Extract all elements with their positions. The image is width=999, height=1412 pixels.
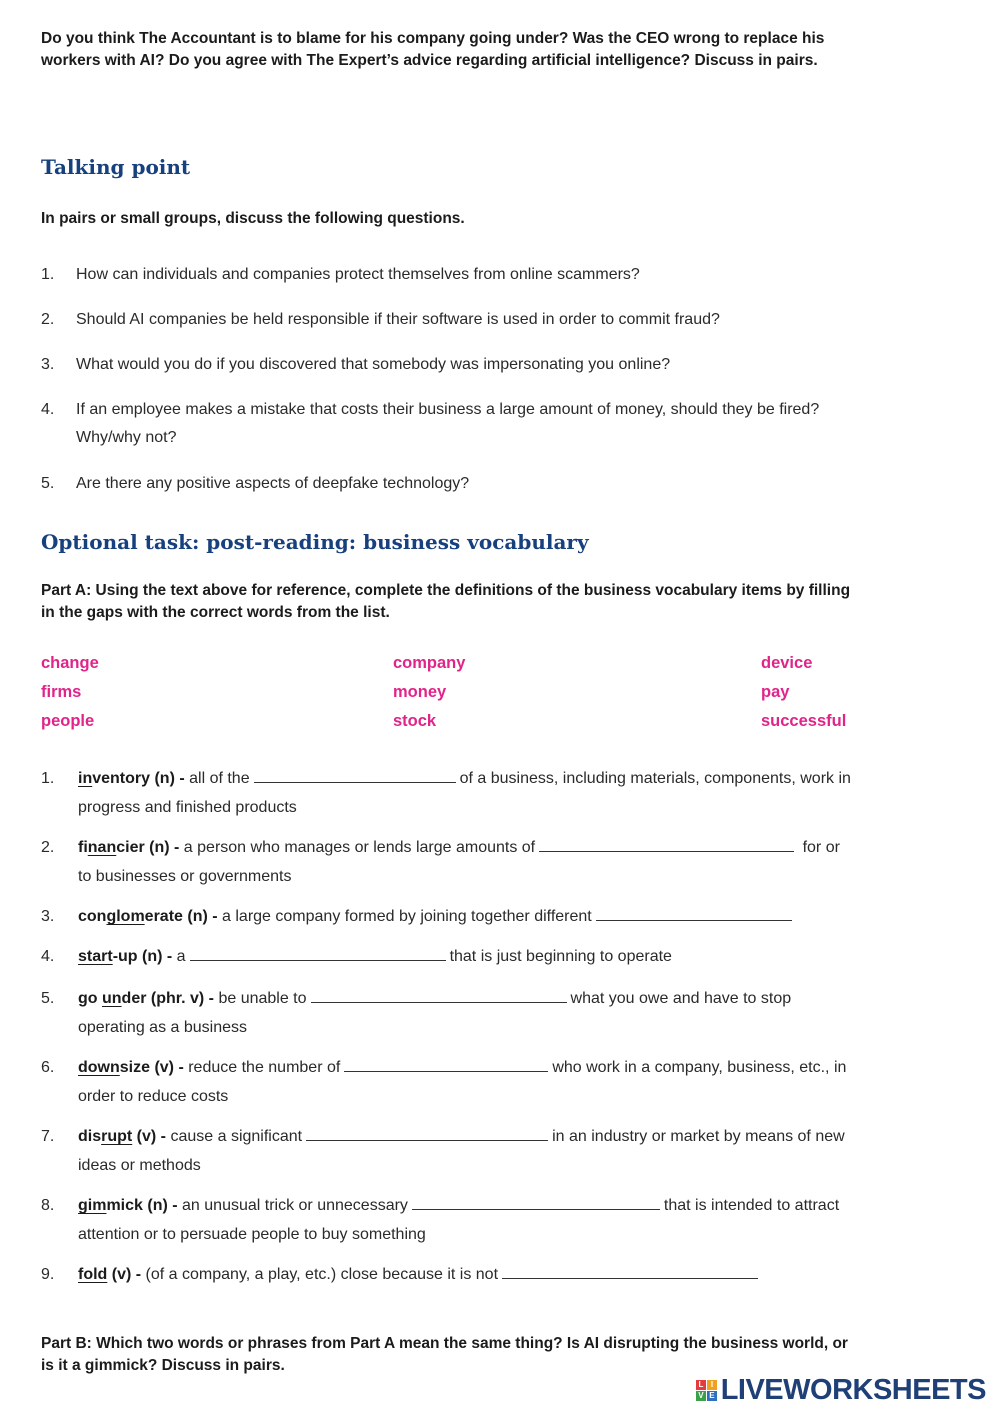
vocab-term: financier (n) - — [78, 839, 180, 856]
vocab-item — [41, 984, 853, 1042]
vocab-item — [41, 942, 853, 971]
part-a-instruction: Part A: Using the text above for reference, complete the definitions of the business vocabulary items by filling in the gaps with the correct words from the list. — [41, 582, 851, 621]
word-bank-item: successful — [761, 712, 847, 730]
question-number: 5. — [41, 475, 55, 492]
vocab-definition-end: of a business, including materials, components, work in progress and finished products — [78, 770, 851, 816]
vocab-term: disrupt (v) - — [78, 1128, 167, 1145]
vocab-item — [41, 902, 853, 931]
answer-blank[interactable] — [412, 1191, 660, 1210]
optional-task-heading: Optional task: post-reading: business vocabulary — [41, 530, 589, 554]
answer-blank[interactable] — [190, 942, 446, 961]
question-item — [41, 306, 856, 334]
vocab-number: 4. — [41, 948, 55, 965]
vocab-definition-end: that is just beginning to operate — [449, 948, 672, 965]
liveworksheets-logo — [696, 1374, 986, 1407]
vocab-number: 2. — [41, 839, 55, 856]
vocab-definition-start: reduce the number of — [183, 1059, 341, 1076]
question-text: Should AI companies be held responsible if their software is used in order to commit fraud? — [76, 311, 720, 328]
word-bank-item: pay — [761, 683, 790, 701]
vocab-definition-start: a large company formed by joining together different — [217, 908, 592, 925]
vocab-item — [41, 1122, 853, 1180]
vocab-term: fold (v) - — [78, 1266, 142, 1283]
vocab-number: 3. — [41, 908, 55, 925]
vocab-definition-end: who work in a company, business, etc., in order to reduce costs — [78, 1059, 847, 1105]
answer-blank[interactable] — [344, 1053, 548, 1072]
intro-paragraph: Do you think The Accountant is to blame for his company going under? Was the CEO wrong to replace his workers with AI? Do you agree with The Expert’s advice regarding artificial intelligence? Discuss in pairs. — [41, 30, 825, 69]
vocab-number: 8. — [41, 1197, 55, 1214]
answer-blank[interactable] — [596, 902, 792, 921]
question-text: How can individuals and companies protect themselves from online scammers? — [76, 266, 640, 283]
vocab-definition-start: (of a company, a play, etc.) close because it is not — [141, 1266, 499, 1283]
vocab-definition-end: that is intended to attract attention or to persuade people to buy something — [78, 1197, 840, 1243]
part-b-instruction: Part B: Which two words or phrases from Part A mean the same thing? Is AI disrupting the business world, or is it a gimmick? Discuss in pairs. — [41, 1335, 848, 1374]
vocab-item — [41, 1053, 853, 1111]
question-item — [41, 470, 856, 498]
vocab-term: downsize (v) - — [78, 1059, 184, 1076]
vocab-term: go under (phr. v) - — [78, 990, 214, 1007]
question-item — [41, 351, 856, 379]
vocab-definition-start: be unable to — [214, 990, 307, 1007]
answer-blank[interactable] — [254, 764, 456, 783]
vocab-definition-end: in an industry or market by means of new ideas or methods — [78, 1128, 845, 1174]
talking-point-heading: Talking point — [41, 155, 191, 179]
vocab-term: conglomerate (n) - — [78, 908, 218, 925]
vocab-definition-start: a person who manages or lends large amounts of — [179, 839, 536, 856]
logo-text: LIVEWORKSHEETS — [720, 1374, 986, 1406]
question-item — [41, 396, 856, 452]
question-text: Are there any positive aspects of deepfake technology? — [76, 475, 470, 492]
word-bank-item: stock — [393, 712, 437, 730]
vocab-definition-start: an unusual trick or unnecessary — [177, 1197, 408, 1214]
vocab-number: 9. — [41, 1266, 55, 1283]
word-bank-item: device — [761, 654, 813, 672]
question-item — [41, 261, 856, 289]
word-bank-item: firms — [41, 683, 82, 701]
question-number: 3. — [41, 356, 55, 373]
vocab-definition-start: a — [172, 948, 186, 965]
vocab-item — [41, 764, 853, 822]
word-bank-item: money — [393, 683, 447, 701]
vocab-definition-end: for or to businesses or governments — [78, 839, 840, 885]
vocab-item — [41, 1260, 853, 1289]
answer-blank[interactable] — [306, 1122, 548, 1141]
vocab-definition-end: what you owe and have to stop operating as a business — [78, 990, 792, 1036]
vocab-number: 5. — [41, 990, 55, 1007]
talking-point-instruction: In pairs or small groups, discuss the following questions. — [41, 210, 465, 227]
answer-blank[interactable] — [311, 984, 567, 1003]
vocab-term: start-up (n) - — [78, 948, 173, 965]
question-number: 2. — [41, 311, 55, 328]
logo-mark-icon: L I V E — [696, 1380, 717, 1401]
vocab-term: gimmick (n) - — [78, 1197, 178, 1214]
vocab-definition-start: all of the — [184, 770, 250, 787]
word-bank-item: company — [393, 654, 466, 672]
vocab-item — [41, 1191, 853, 1249]
question-number: 1. — [41, 266, 55, 283]
answer-blank[interactable] — [502, 1260, 758, 1279]
vocab-item — [41, 833, 853, 891]
vocab-term: inventory (n) - — [78, 770, 185, 787]
question-text: What would you do if you discovered that somebody was impersonating you online? — [76, 356, 671, 373]
vocab-definition-start: cause a significant — [166, 1128, 303, 1145]
vocab-number: 7. — [41, 1128, 55, 1145]
word-bank-item: people — [41, 712, 95, 730]
word-bank-item: change — [41, 654, 99, 672]
vocab-number: 6. — [41, 1059, 55, 1076]
answer-blank[interactable] — [539, 833, 794, 852]
question-text: If an employee makes a mistake that costs their business a large amount of money, should they be fired? Why/why not? — [76, 401, 820, 446]
question-number: 4. — [41, 401, 55, 418]
vocab-number: 1. — [41, 770, 55, 787]
